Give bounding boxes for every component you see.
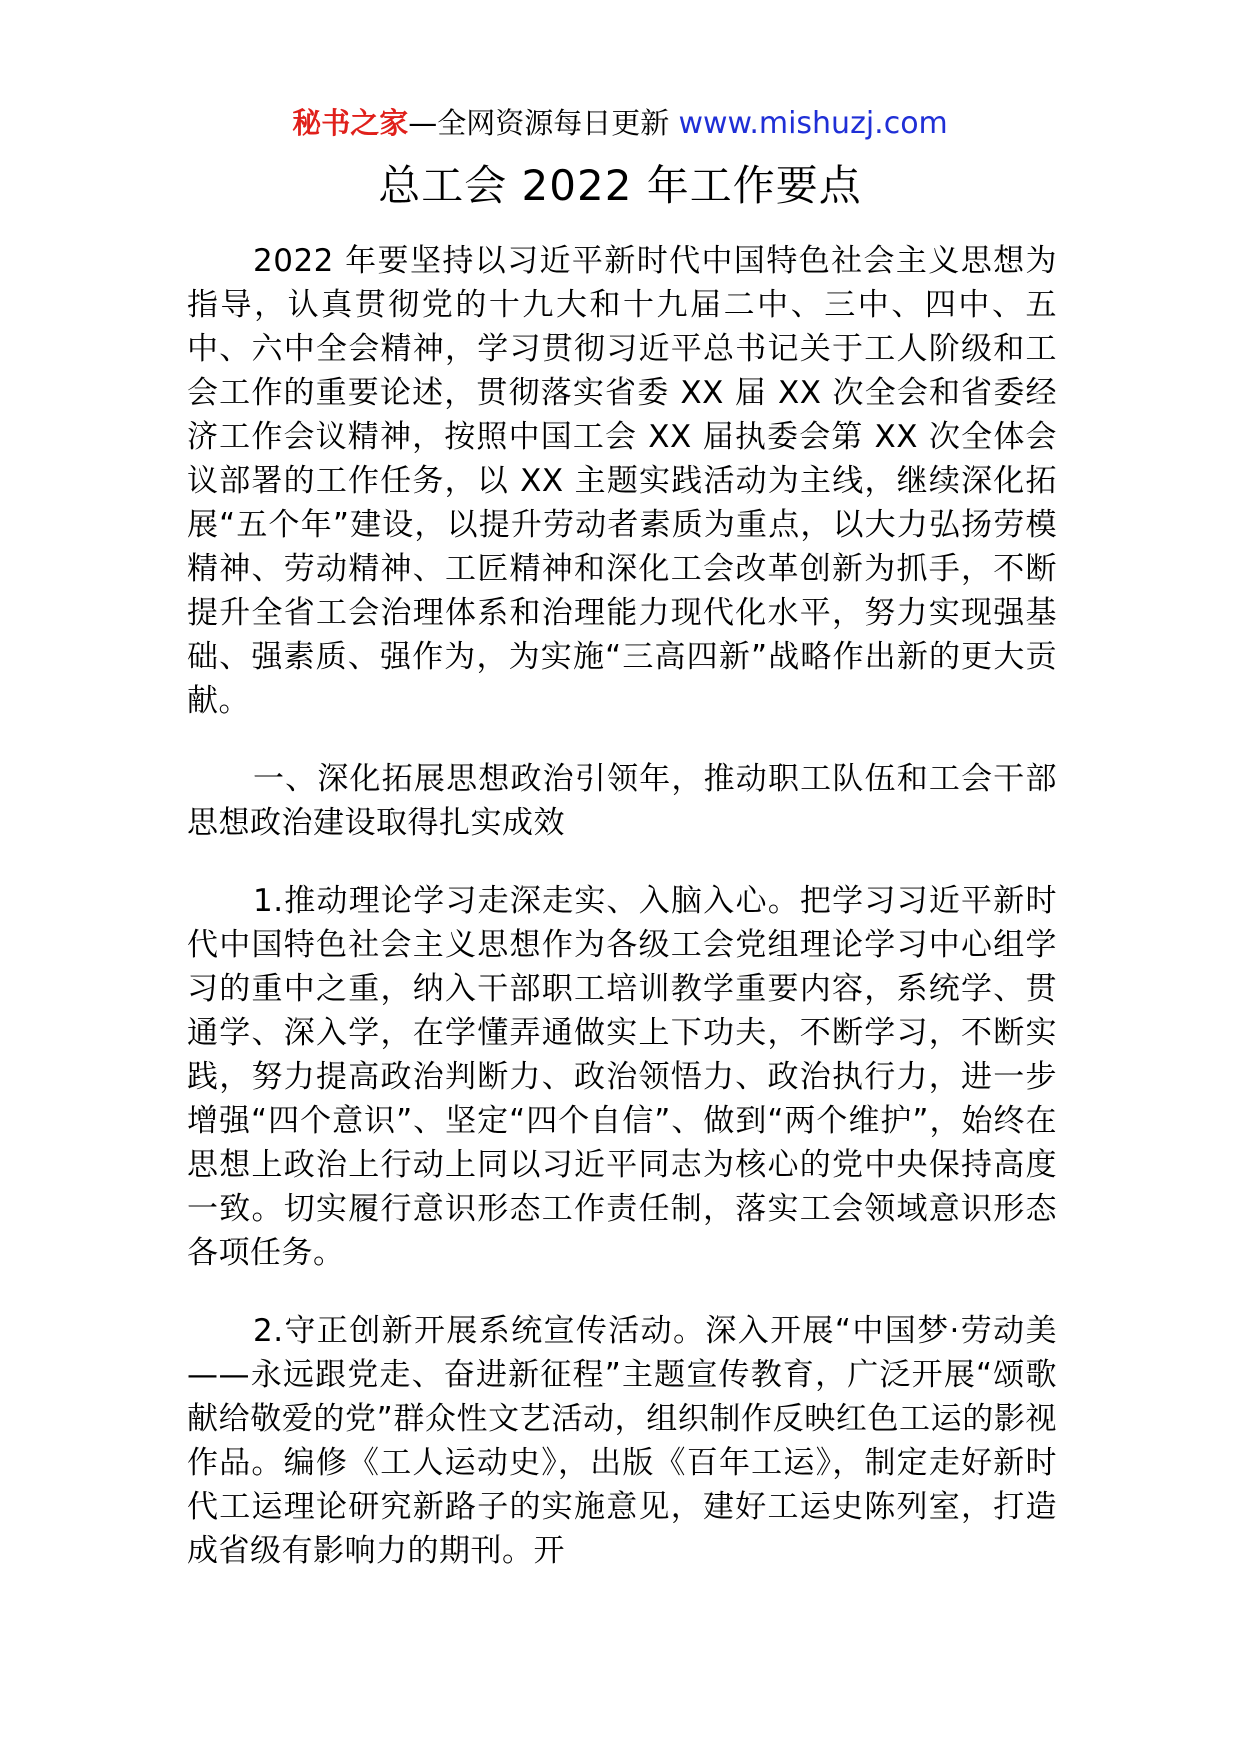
paragraph-item-1: 1.推动理论学习走深走实、入脑入心。把学习习近平新时代中国特色社会主义思想作为各级工会党组理论学习中心组学习的重中之重，纳入干部职工培训教学重要内容，系统学、贯通学、深入学，在学懂弄通做实上下功夫，不断学习，不断实践，努力提高政治判断力、政治领悟力、政治执行力，进一步增强“四个意识”、坚定“四个自信”、做到“两个维护”，始终在思想上政治上行动上同以习近平同志为核心的党中央保持高度一致。切实履行意识形态工作责任制，落实工会领域意识形态各项任务。 <box>187 883 1057 1271</box>
section-heading-1: 一、深化拓展思想政治引领年，推动职工队伍和工会干部思想政治建设取得扎实成效 <box>187 761 1057 841</box>
document-body <box>187 239 1057 1607</box>
paragraph-intro: 2022 年要坚持以习近平新时代中国特色社会主义思想为指导，认真贯彻党的十九大和十九届二中、三中、四中、五中、六中全会精神，学习贯彻习近平总书记关于工人阶级和工会工作的重要论述，贯彻落实省委 XX 届 XX 次全会和省委经济工作会议精神，按照中国工会 XX 届执委会第 XX 次全体会议部署的工作任务，以 XX 主题实践活动为主线，继续深化拓展“五个年”建设，以提升劳动者素质为重点，以大力弘扬劳模精神、劳动精神、工匠精神和深化工会改革创新为抓手，不断提升全省工会治理体系和治理能力现代化水平，努力实现强基础、强素质、强作为，为实施“三高四新”战略作出新的更大贡献。 <box>187 243 1057 719</box>
site-tagline: —全网资源每日更新 <box>408 106 670 140</box>
paragraph-item-2: 2.守正创新开展系统宣传活动。深入开展“中国梦·劳动美——永远跟党走、奋进新征程”主题宣传教育，广泛开展“颂歌献给敬爱的党”群众性文艺活动，组织制作反映红色工运的影视作品。编修《工人运动史》，出版《百年工运》，制定走好新时代工运理论研究新路子的实施意见，建好工运史陈列室，打造成省级有影响力的期刊。开 <box>187 1313 1057 1569</box>
site-header <box>0 102 1240 145</box>
site-brand[interactable]: 秘书之家 <box>292 106 409 140</box>
document-title: 总工会 2022 年工作要点 <box>378 161 862 210</box>
site-url-link[interactable]: www.mishuzj.com <box>678 106 948 141</box>
